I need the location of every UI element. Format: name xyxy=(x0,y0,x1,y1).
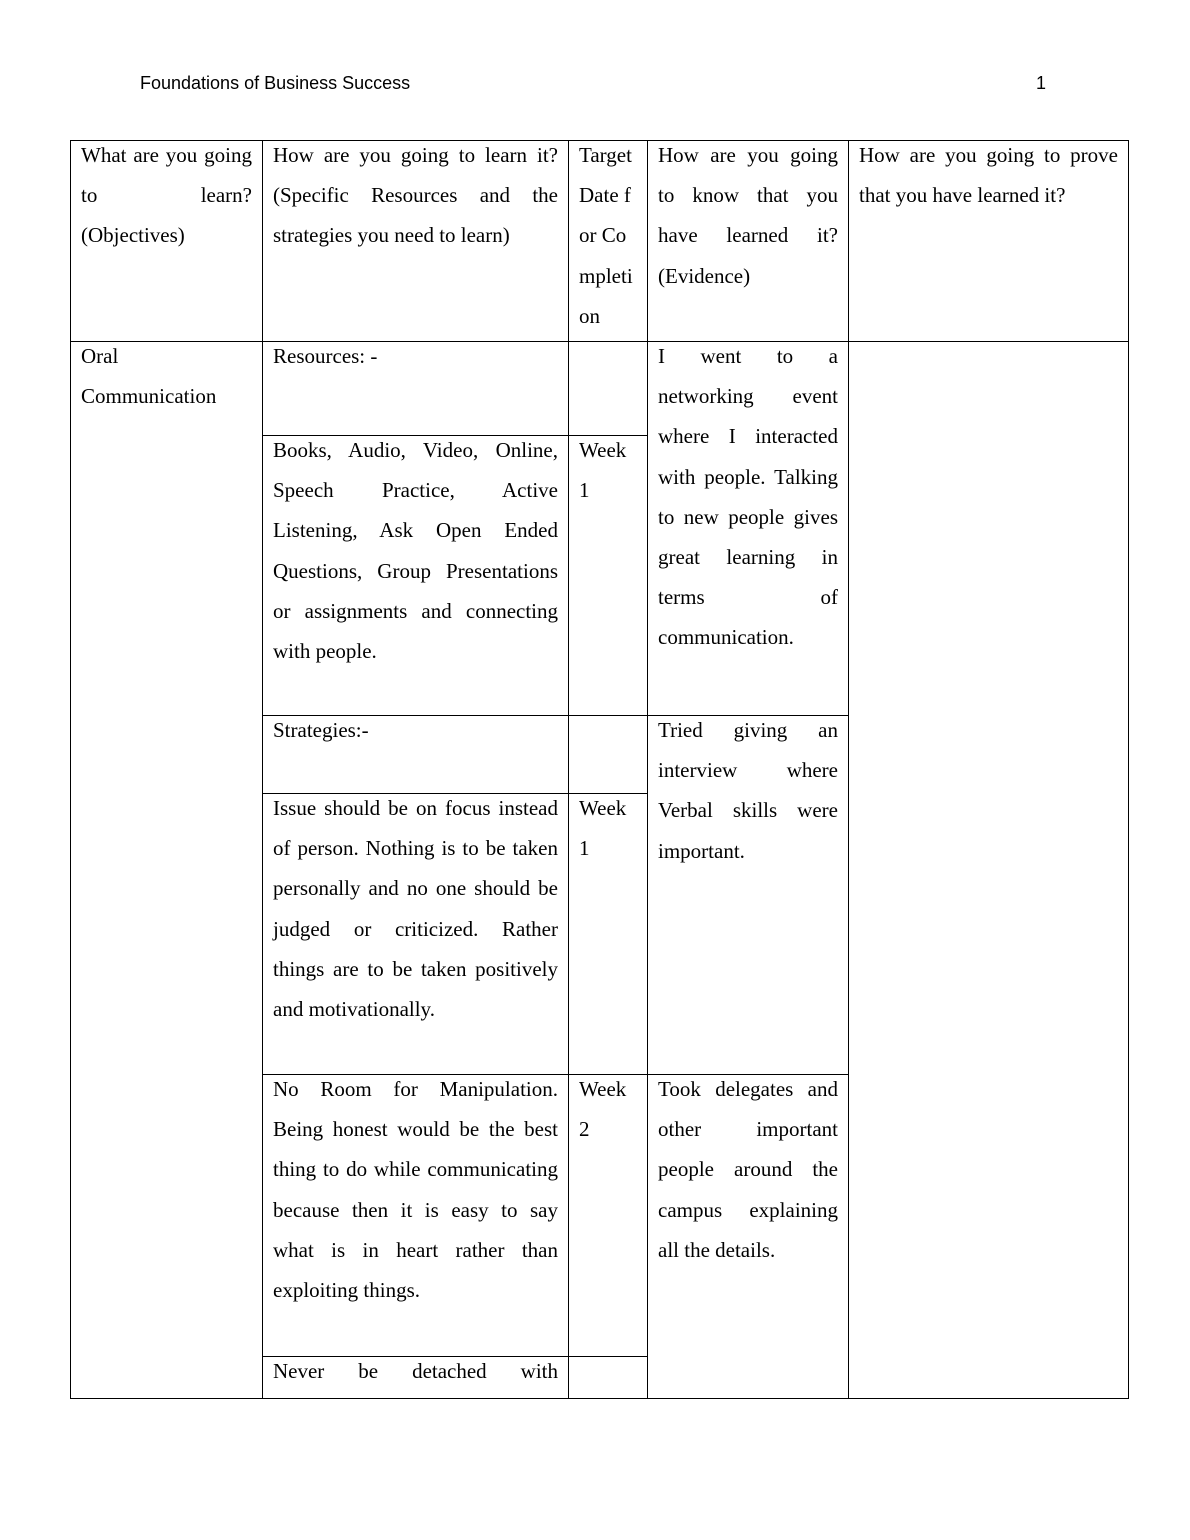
column-divider-1 xyxy=(262,140,263,1399)
target-date-cell: Week 1 xyxy=(579,438,627,503)
column-divider-4 xyxy=(848,140,849,1399)
header-target-date: Target Date for Completion xyxy=(579,143,633,328)
evidence-cell: I went to a networking event where I interacted with people. Talking to new people gives great learning in terms of communication. xyxy=(658,344,838,650)
header-objectives: What are you going to learn? (Objectives) xyxy=(81,143,252,248)
resource-cell: Never be detached with xyxy=(273,1359,558,1383)
resource-cell: Strategies:- xyxy=(273,718,369,742)
objective-cell: Oral Communication xyxy=(81,344,217,409)
column-divider-2 xyxy=(568,140,569,1399)
header-resources: How are you going to learn it? (Specific Resources and the strategies you need to learn) xyxy=(273,143,558,248)
page-number: 1 xyxy=(1036,73,1047,93)
target-date-cell: Week 2 xyxy=(579,1077,627,1142)
table-border-left xyxy=(70,140,71,1399)
resource-cell: Books, Audio, Video, Online, Speech Practice, Active Listening, Ask Open Ended Questions, Group Presentations or assignments and connecting with people. xyxy=(273,438,558,664)
resource-cell: Issue should be on focus instead of person. Nothing is to be taken personally and no one should be judged or criticized. Rather things are to be taken positively and motivationally. xyxy=(273,796,558,1022)
table-border-right xyxy=(1128,140,1129,1399)
column-divider-3 xyxy=(647,140,648,1399)
header-proof: How are you going to prove that you have learned it? xyxy=(859,143,1118,208)
running-header-title: Foundations of Business Success xyxy=(140,73,411,93)
target-date-cell: Week 1 xyxy=(579,796,627,861)
resource-cell: No Room for Manipulation. Being honest would be the best thing to do while communicating because then it is easy to say what is in heart rather than exploiting things. xyxy=(273,1077,558,1303)
table-border-bottom xyxy=(70,1398,1129,1399)
evidence-cell: Took delegates and other important people around the campus explaining all the details. xyxy=(658,1077,838,1262)
evidence-cell: Tried giving an interview where Verbal skills were important. xyxy=(658,718,838,863)
resource-cell: Resources: - xyxy=(273,344,378,368)
header-evidence: How are you going to know that you have learned it? (Evidence) xyxy=(658,143,838,288)
